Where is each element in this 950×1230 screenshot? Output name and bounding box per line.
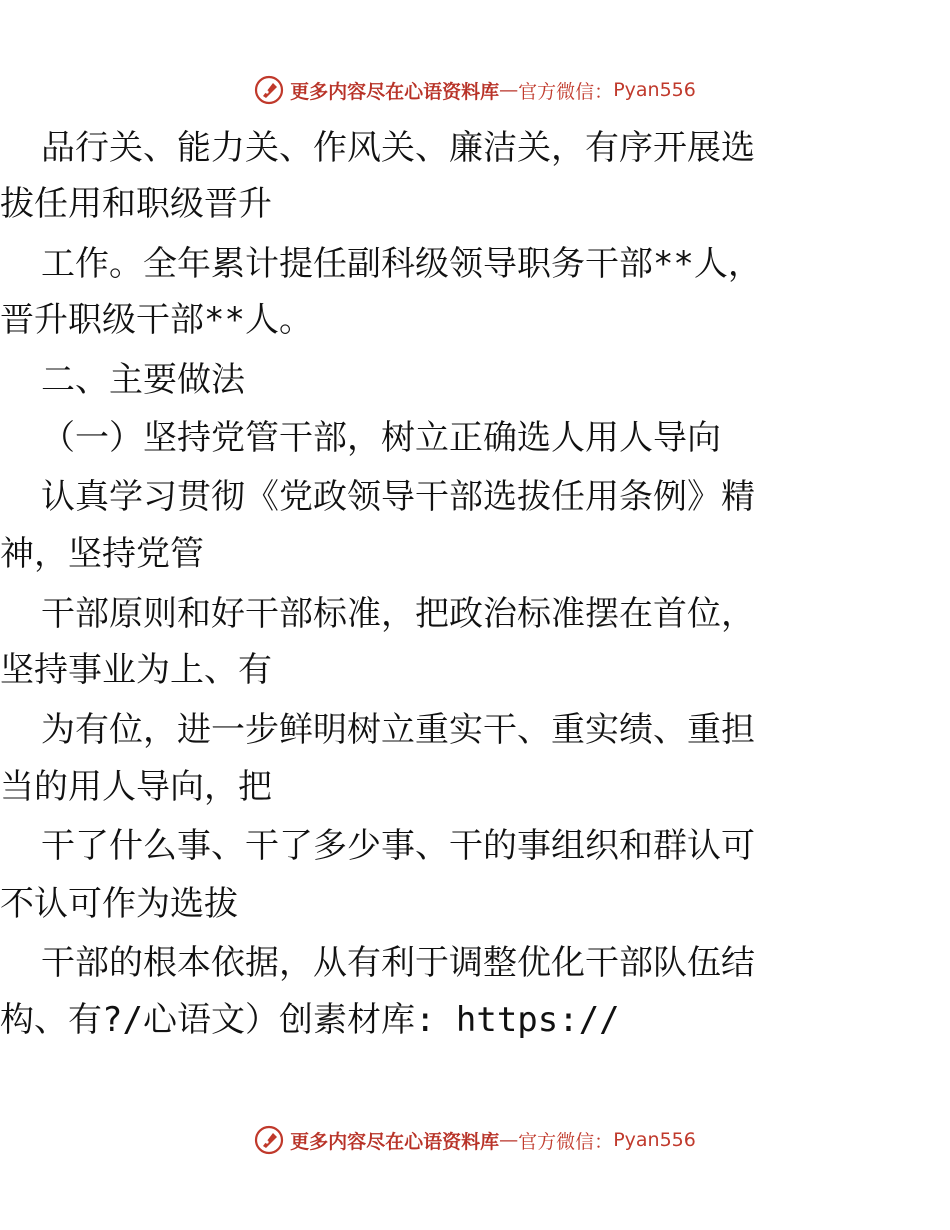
body-line: 拔任用和职级晋升 [0,184,272,224]
body-line: 坚持事业为上、有 [0,650,272,690]
watermark-wechat-id: Pyan556 [613,1129,696,1151]
watermark-wechat-id: Pyan556 [613,79,696,101]
body-line: 二、主要做法 [0,360,245,400]
body-line: （一）坚持党管干部，树立正确选人用人导向 [0,418,721,458]
body-line: 干了什么事、干了多少事、干的事组织和群认可 [0,826,755,866]
body-line: 为有位，进一步鲜明树立重实干、重实绩、重担 [0,710,755,750]
watermark-dash: — [499,1129,519,1151]
body-line: 不认可作为选拔 [0,884,238,924]
pen-nib-logo-icon [254,1125,284,1155]
body-line: 干部原则和好干部标准，把政治标准摆在首位， [0,594,755,634]
body-line: 神，坚持党管 [0,534,204,574]
body-line: 工作。全年累计提任副科级领导职务干部**人， [0,244,762,284]
watermark-dash: — [499,79,519,101]
watermark-site-text: 更多内容尽在心语资料库 [290,80,500,103]
body-line: 构、有?/心语文）创素材库: https:// [0,1000,620,1040]
body-line: 干部的根本依据，从有利于调整优化干部队伍结 [0,943,755,983]
watermark-wechat-label: 官方微信： [518,80,614,103]
watermark-wechat-label: 官方微信： [518,1130,614,1153]
body-line: 晋升职级干部**人。 [0,300,313,340]
body-line: 品行关、能力关、作风关、廉洁关，有序开展选 [0,128,755,168]
body-line: 当的用人导向，把 [0,767,272,807]
watermark-site-text: 更多内容尽在心语资料库 [290,1130,500,1153]
body-line: 认真学习贯彻《党政领导干部选拔任用条例》精 [0,477,755,517]
watermark-footer [0,1120,950,1160]
